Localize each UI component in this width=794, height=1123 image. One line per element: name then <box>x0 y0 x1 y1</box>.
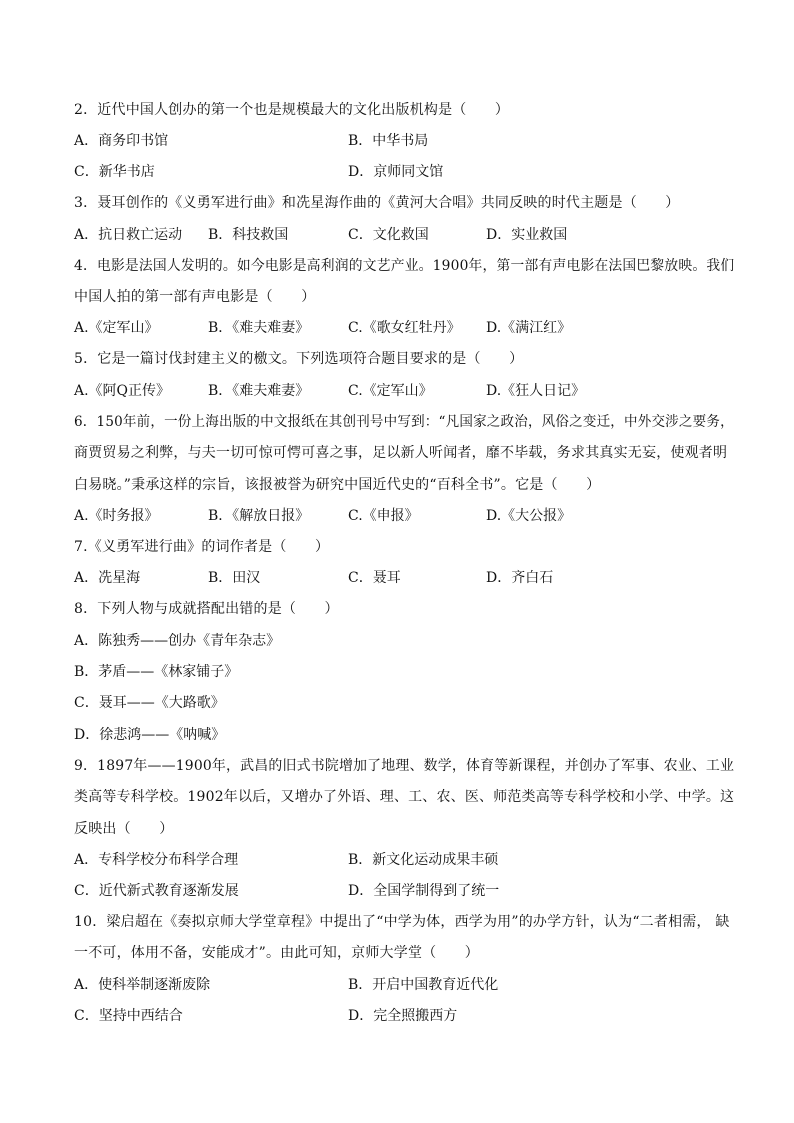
question-10-option-d: D．完全照搬西方 <box>348 1008 458 1024</box>
question-10-option-c: C．坚持中西结合 <box>74 1008 183 1024</box>
question-7-option-d: D．齐白石 <box>486 570 554 586</box>
question-6-stem-line-1: 6．150年前，一份上海出版的中文报纸在其创刊号中写到：“凡国家之政治，风俗之变迁，中外交涉之要务， <box>74 414 734 430</box>
question-4-stem-line-2: 中国人拍的第一部有声电影是（ ） <box>74 289 316 305</box>
question-6-stem-line-3: 白易晓。”秉承这样的宗旨，该报被誉为研究中国近代史的“百科全书”。它是（ ） <box>74 477 601 493</box>
question-3-option-a: A．抗日救亡运动 <box>74 227 183 243</box>
question-4-option-a: A.《定军山》 <box>74 320 159 336</box>
question-9-option-d: D．全国学制得到了统一 <box>348 883 500 899</box>
question-8-option-a: A．陈独秀——创办《青年杂志》 <box>74 633 281 649</box>
question-6-option-a: A.《时务报》 <box>74 508 159 524</box>
question-8-stem: 8．下列人物与成就搭配出错的是（ ） <box>74 601 339 617</box>
question-5-option-d: D.《狂人日记》 <box>486 383 586 399</box>
question-8-option-b: B．茅盾——《林家铺子》 <box>74 664 239 680</box>
question-9-option-a: A．专科学校分布科学合理 <box>74 852 239 868</box>
question-8-option-c: C．聂耳——《大路歌》 <box>74 695 225 711</box>
question-6-option-b: B．《解放日报》 <box>208 508 310 524</box>
question-3-option-c: C．文化救国 <box>348 227 429 243</box>
question-5-option-c: C.《定军山》 <box>348 383 433 399</box>
question-6-option-c: C.《申报》 <box>348 508 419 524</box>
question-4-option-b: B．《难夫难妻》 <box>208 320 310 336</box>
question-9-stem-line-3: 反映出（ ） <box>74 821 174 837</box>
question-9-stem-line-1: 9．1897年——1900年，武昌的旧式书院增加了地理、数学，体育等新课程，并创办了军事、农业、工业 <box>74 758 735 774</box>
question-2-option-b: B．中华书局 <box>348 133 429 149</box>
question-2-option-c: C．新华书店 <box>74 164 155 180</box>
question-5-stem: 5．它是一篇讨伐封建主义的檄文。下列选项符合题目要求的是（ ） <box>74 351 524 367</box>
question-7-option-c: C．聂耳 <box>348 570 401 586</box>
question-3-option-b: B．科技救国 <box>208 227 289 243</box>
question-8-option-d: D．徐悲鸿——《呐喊》 <box>74 727 226 743</box>
question-7-stem: 7.《义勇军进行曲》的词作者是（ ） <box>74 539 330 555</box>
question-5-option-a: A.《阿Q正传》 <box>74 383 171 399</box>
question-3-option-d: D．实业救国 <box>486 227 568 243</box>
question-6-option-d: D.《大公报》 <box>486 508 572 524</box>
question-10-option-b: B．开启中国教育近代化 <box>348 977 499 993</box>
question-10-stem-line-1: 10．梁启超在《奏拟京师大学堂章程》中提出了“中学为体，西学为用”的办学方针，认为“二者相需， 缺 <box>74 914 730 930</box>
question-4-stem-line-1: 4．电影是法国人发明的。如今电影是高利润的文艺产业。1900年，第一部有声电影在法国巴黎放映。我们 <box>74 258 735 274</box>
question-3-stem: 3．聂耳创作的《义勇军进行曲》和冼星海作曲的《黄河大合唱》共同反映的时代主题是（ ） <box>74 195 680 211</box>
question-10-option-a: A．使科举制逐渐废除 <box>74 977 211 993</box>
question-9-option-b: B．新文化运动成果丰硕 <box>348 852 499 868</box>
question-2-option-a: A．商务印书馆 <box>74 133 169 149</box>
question-9-stem-line-2: 类高等专科学校。1902年以后，又增办了外语、理、工、农、医、师范类高等专科学校和小学、中学。这 <box>74 789 735 805</box>
question-5-option-b: B．《难夫难妻》 <box>208 383 310 399</box>
question-2-option-d: D．京师同文馆 <box>348 164 444 180</box>
question-9-option-c: C．近代新式教育逐渐发展 <box>74 883 239 899</box>
question-7-option-a: A．冼星海 <box>74 570 141 586</box>
question-6-stem-line-2: 商贾贸易之利弊，与夫一切可惊可愕可喜之事，足以新人听闻者，靡不毕载，务求其真实无妄，使观者明 <box>74 445 728 461</box>
question-4-option-d: D.《满江红》 <box>486 320 572 336</box>
question-7-option-b: B．田汉 <box>208 570 261 586</box>
question-2-stem: 2．近代中国人创办的第一个也是规模最大的文化出版机构是（ ） <box>74 102 510 118</box>
question-4-option-c: C.《歌女红牡丹》 <box>348 320 461 336</box>
question-10-stem-line-2: 一不可，体用不备，安能成才”。由此可知，京师大学堂（ ） <box>74 945 479 961</box>
